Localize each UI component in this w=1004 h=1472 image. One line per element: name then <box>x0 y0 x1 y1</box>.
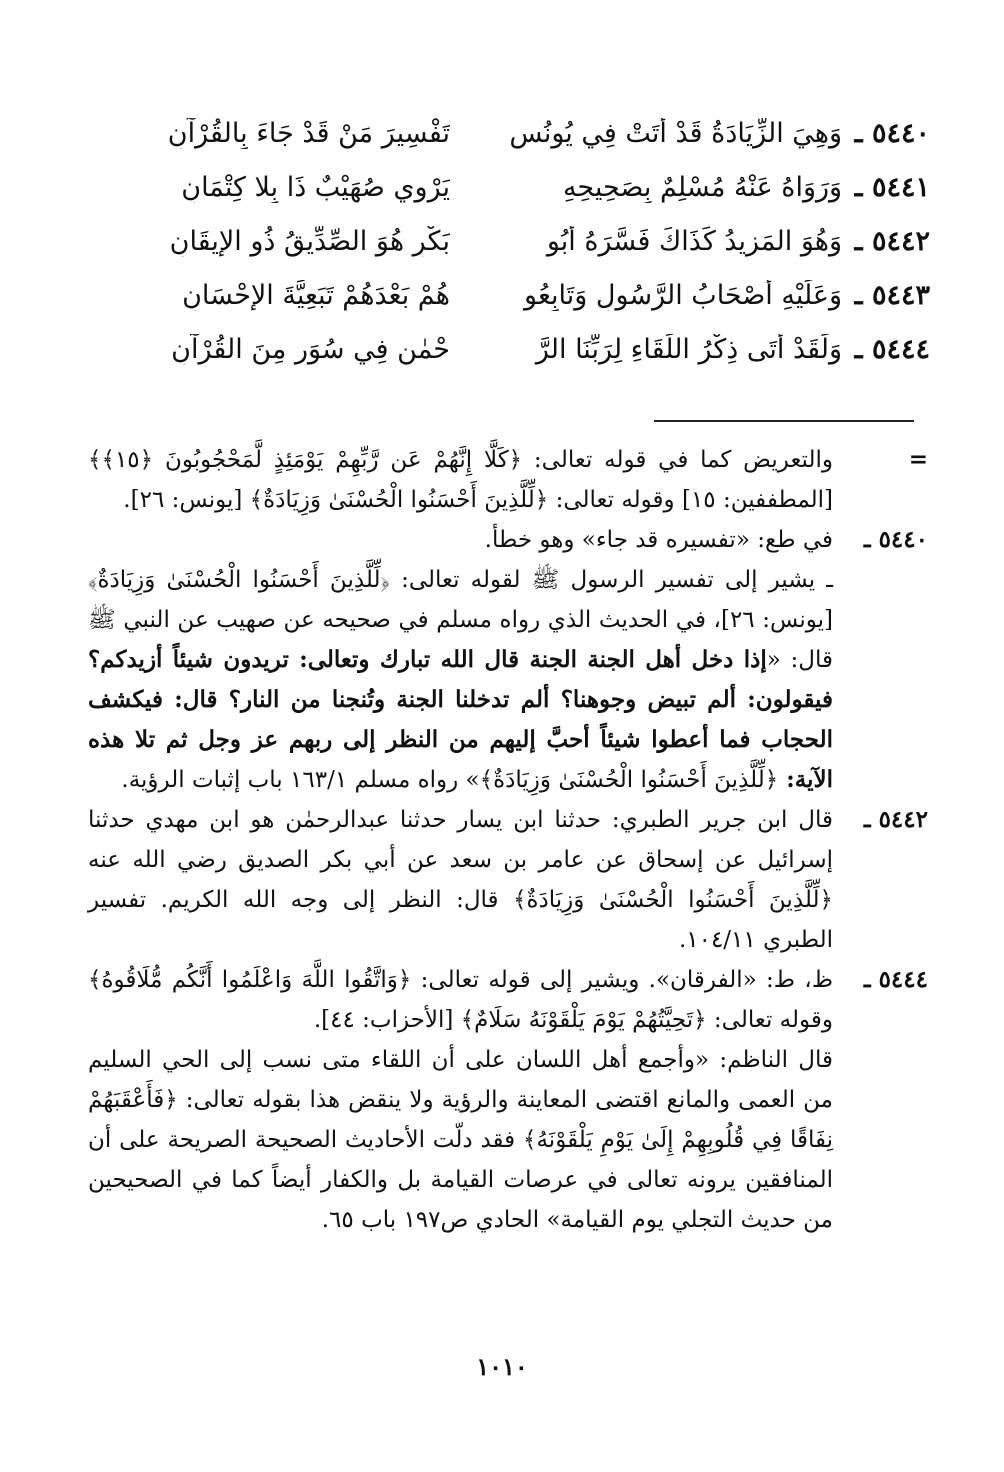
footnote <box>88 520 928 560</box>
verse-first-hemistich <box>500 226 930 257</box>
footnote <box>88 560 928 800</box>
verse <box>50 334 930 388</box>
verse-first-text: وَهُوَ المَزِيدُ كَذَاكَ فَسَّرَهُ أَبُو <box>546 226 843 257</box>
poem <box>50 118 930 388</box>
verse-second-hemistich: حْمٰنِ فِي سُوَرٍ مِنَ القُرْآنِ <box>171 334 450 365</box>
hadith-quote: إذا دخل أهل الجنة الجنة قال الله تبارك وتعالى: تريدون شيئاً أزيدكم؟ فيقولون: ألم تبيض وجوهنا؟ ألم تدخلنا الجنة وتُنجنا من النار؟ قال: فيكشف الحجاب فما أعطوا شيئاً أحبَّ إليهم من النظر إلى ربهم عز وجل ثم تلا هذه الآية: <box>88 646 833 793</box>
verse-number: ٥٤٤١ ـ <box>854 172 930 203</box>
verse-first-text: وَهِيَ الزِّيَادَةُ قَدْ أَتَتْ فِي يُونُسٍ <box>509 118 843 149</box>
footnote-segment: والتعريض كما في قوله تعالى: ﴿كَلَّا إِنَّهُمْ عَن رَّبِّهِمْ يَوْمَئِذٍ لَّمَحْجُوبُونَ ﴿١٥﴾﴾ [المطففين: ١٥] وقوله تعالى: ﴿لِّلَّذِينَ أَحْسَنُوا الْحُسْنَىٰ وَزِيَادَةٌ﴾ [يونس: ٢٦]. <box>88 447 833 513</box>
footnote-segment: ﴿لِّلَّذِينَ أَحْسَنُوا الْحُسْنَىٰ وَزِيَادَةٌ﴾» رواه مسلم ١٦٣/١ باب إثبات الرؤية. <box>121 767 779 793</box>
verse-number: ٥٤٤٤ ـ <box>854 334 930 365</box>
verse <box>50 226 930 280</box>
footnote-text <box>88 800 833 960</box>
verse-second-hemistich: بَكْرٍ هُوَ الصِّدِّيقُ ذُو الإِيقَانِ <box>169 226 450 257</box>
footnote-text <box>88 960 833 1040</box>
verse-first-text: وَلَقَدْ أَتَى ذِكْرُ اللِّقَاءِ لِرَبِّنَا الرَّ <box>535 334 843 365</box>
verse-number: ٥٤٤٢ ـ <box>854 226 930 257</box>
verse-first-text: وَعَلَيْهِ أَصْحَابُ الرَّسُولِ وَتَابِعُو <box>524 280 843 311</box>
footnote-text <box>88 520 833 560</box>
footnote <box>88 440 928 520</box>
footnotes <box>88 440 928 1240</box>
footnote-marker: ٥٤٤٠ ـ <box>863 526 928 553</box>
verse-first-hemistich <box>500 334 930 365</box>
footnote <box>88 800 928 960</box>
verse-second-hemistich: تَفْسِيرَ مَنْ قَدْ جَاءَ بِالقُرْآنِ <box>167 118 450 149</box>
footnote <box>88 1040 928 1240</box>
verse-number: ٥٤٤٣ ـ <box>854 280 930 311</box>
footnote-text <box>88 560 833 800</box>
footnote-text <box>88 1040 833 1240</box>
footnote-segment: قال ابن جرير الطبري: حدثنا ابن يسار حدثنا عبدالرحمٰن هو ابن مهدي حدثنا إسرائيل عن إسحاق عن عامر بن سعد عن أبي بكر الصديق رضي الله عنه ﴿لِّلَّذِينَ أَحْسَنُوا الْحُسْنَىٰ وَزِيَادَةٌ﴾ قال: النظر إلى وجه الله الكريم. تفسير الطبري ١٠٤/١١. <box>88 807 833 953</box>
verse-second-hemistich: يَرْوِي صُهَيْبٌ ذَا بِلا كِتْمَانِ <box>181 172 450 203</box>
footnote-marker: = <box>908 446 928 473</box>
footnote-segment: في طع: «تفسيره قد جاء» وهو خطأ. <box>484 527 833 553</box>
footnote-segment: ـ يشير إلى تفسير الرسول ﷺ لقوله تعالى: ﴿لِّلَّذِينَ أَحْسَنُوا الْحُسْنَىٰ وَزِيَادَةٌ﴾ [يونس: ٢٦]، في الحديث الذي رواه مسلم في صحيحه عن صهيب عن النبي ﷺ قال: « <box>88 567 833 673</box>
footnote-marker: ٥٤٤٤ ـ <box>863 966 928 993</box>
verse-first-text: وَرَوَاهُ عَنْهُ مُسْلِمٌ بِصَحِيحِهِ <box>562 172 843 203</box>
footnote-segment: قال الناظم: «وأجمع أهل اللسان على أن اللقاء متى نسب إلى الحي السليم من العمى والمانع اقتضى المعاينة والرؤية ولا ينقض هذا بقوله تعالى: ﴿فَأَعْقَبَهُمْ نِفَاقًا فِي قُلُوبِهِمْ إِلَىٰ يَوْمِ يَلْقَوْنَهُ﴾ فقد دلّت الأحاديث الصحيحة الصريحة على أن المنافقين يرونه تعالى في عرصات القيامة بل والكفار أيضاً كما في الصحيحين من حديث التجلي يوم القيامة» الحادي ص١٩٧ باب ٦٥. <box>88 1047 833 1233</box>
verse-first-hemistich <box>500 118 930 149</box>
verse-number: ٥٤٤٠ ـ <box>854 118 930 149</box>
page-number: ١٠١٠ <box>476 1352 528 1381</box>
verse <box>50 280 930 334</box>
verse-first-hemistich <box>500 280 930 311</box>
footnote-marker: ٥٤٤٢ ـ <box>863 806 928 833</box>
footnote <box>88 960 928 1040</box>
verse <box>50 172 930 226</box>
footnote-divider <box>654 420 914 422</box>
footnote-segment: ظ، ط: «الفرقان». ويشير إلى قوله تعالى: ﴿وَاتَّقُوا اللَّهَ وَاعْلَمُوا أَنَّكُم مُّلَاقُوهُ﴾ وقوله تعالى: ﴿تَحِيَّتُهُمْ يَوْمَ يَلْقَوْنَهُ سَلَامٌ﴾ [الأحزاب: ٤٤]. <box>88 967 833 1033</box>
verse-second-hemistich: هُمْ بَعْدَهُمْ تَبَعِيَّةَ الإِحْسَانِ <box>182 280 450 311</box>
verse-first-hemistich <box>500 172 930 203</box>
verse <box>50 118 930 172</box>
footnote-text <box>88 440 833 520</box>
